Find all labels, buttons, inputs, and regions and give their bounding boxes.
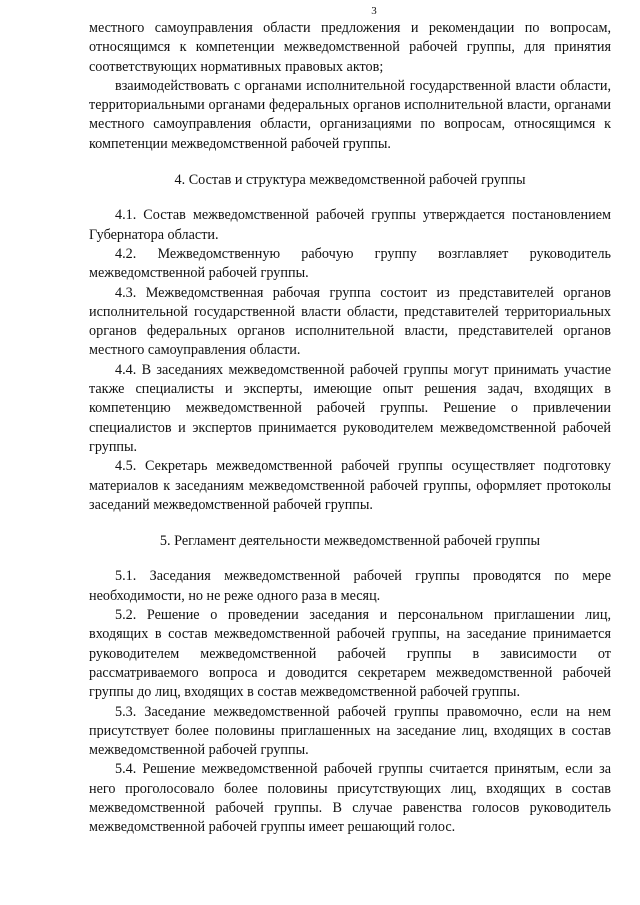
section-4-heading: 4. Состав и структура межведомственной рабочей группы — [174, 172, 526, 189]
paragraph-4-4: 4.4. В заседаниях межведомственной рабочей группы могут принимать участие также специалисты и эксперты, имеющие опыт решения задач, входящих в компетенцию межведомственной рабочей группы. Решение о привлечении специалистов и экспертов принимается руководителем межведомственной рабочей группы. — [89, 361, 611, 455]
section-5-heading: 5. Регламент деятельности межведомственной рабочей группы — [159, 533, 541, 550]
paragraph-4-2: 4.2. Межведомственную рабочую группу возглавляет руководитель межведомственной рабочей группы. — [89, 245, 611, 282]
intro-item-paragraph: взаимодействовать с органами исполнительной государственной власти области, территориальными органами федеральных органов исполнительной власти, органами местного самоуправления области, организациями по вопросам, относящимся к компетенции межведомственной рабочей группы. — [89, 77, 611, 152]
paragraph-4-5: 4.5. Секретарь межведомственной рабочей группы осуществляет подготовку материалов к заседаниям межведомственной рабочей группы, оформляет протоколы заседаний межведомственной рабочей группы. — [89, 458, 611, 513]
paragraph-5-1: 5.1. Заседания межведомственной рабочей группы проводятся по мере необходимости, но не реже одного раза в месяц. — [89, 568, 611, 604]
page-number: 3 — [371, 5, 377, 17]
paragraph-4-3: 4.3. Межведомственная рабочая группа состоит из представителей органов исполнительной государственной власти области, представителей территориальных органов федеральных органов исполнительной власти, представителей органов местного самоуправления области. — [89, 284, 611, 359]
document-page — [89, 0, 611, 838]
paragraph-4-1: 4.1. Состав межведомственной рабочей группы утверждается постановлением Губернатора области. — [89, 207, 611, 243]
paragraph-5-3: 5.3. Заседание межведомственной рабочей группы правомочно, если на нем присутствует более половины приглашенных на заседание лиц, входящих в состав межведомственной рабочей группы. — [89, 703, 611, 759]
paragraph-5-4: 5.4. Решение межведомственной рабочей группы считается принятым, если за него проголосовало более половины присутствующих лиц, входящих в состав межведомственной рабочей группы. В случае равенства голосов руководитель межведомственной рабочей группы имеет решающий голос. — [89, 761, 611, 836]
intro-continuation-paragraph: местного самоуправления области предложения и рекомендации по вопросам, относящимся к компетенции межведомственной рабочей группы, для принятия соответствующих нормативных правовых актов; — [89, 20, 611, 75]
paragraph-5-2: 5.2. Решение о проведении заседания и персональном приглашении лиц, входящих в состав межведомственной рабочей группы, на заседание принимается руководителем межведомственной рабочей группы в зависимости от рассматриваемого вопроса и доводится секретарем межведомственной рабочей группы до лиц, входящих в состав межведомственной рабочей группы. — [89, 607, 611, 701]
